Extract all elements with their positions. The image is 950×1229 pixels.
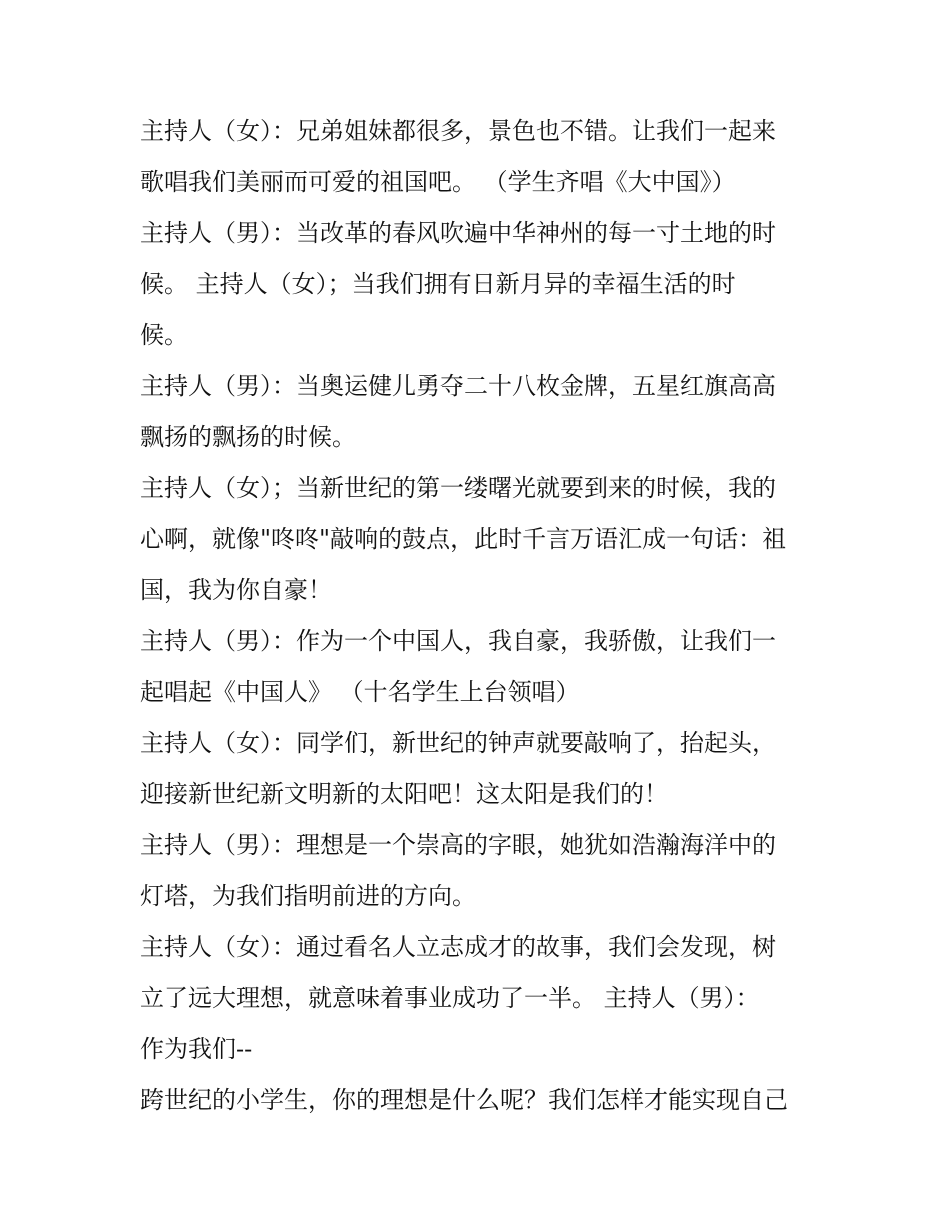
text-line: 迎接新世纪新文明新的太阳吧！这太阳是我们的！ bbox=[140, 780, 668, 808]
text-line: 主持人（女）：通过看名人立志成才的故事，我们会发现，树 bbox=[140, 933, 776, 961]
text-line: 主持人（男）：作为一个中国人，我自豪，我骄傲，让我们一 bbox=[140, 627, 776, 655]
text-line: 心啊，就像"咚咚"敲响的鼓点，此时千言万语汇成一句话：祖 bbox=[140, 525, 787, 553]
text-line: 主持人（男）：理想是一个崇高的字眼，她犹如浩瀚海洋中的 bbox=[140, 831, 776, 859]
text-line: 候。 bbox=[140, 321, 188, 349]
text-line: 主持人（女）：同学们，新世纪的钟声就要敲响了，抬起头， bbox=[140, 729, 776, 757]
text-line: 作为我们-- bbox=[140, 1035, 253, 1063]
document-body bbox=[140, 106, 820, 1126]
text-line: 主持人（男）：当改革的春风吹遍中华神州的每一寸土地的时 bbox=[140, 219, 776, 247]
text-line: 飘扬的飘扬的时候。 bbox=[140, 423, 356, 451]
text-line: 起唱起《中国人》 （十名学生上台领唱） bbox=[140, 678, 580, 706]
text-line: 候。 主持人（女）；当我们拥有日新月异的幸福生活的时 bbox=[140, 270, 736, 298]
text-line: 国，我为你自豪！ bbox=[140, 576, 332, 604]
text-line: 主持人（男）：当奥运健儿勇夺二十八枚金牌，五星红旗高高 bbox=[140, 372, 776, 400]
text-line: 歌唱我们美丽而可爱的祖国吧。 （学生齐唱《大中国》） bbox=[140, 168, 736, 196]
text-line: 主持人（女）；当新世纪的第一缕曙光就要到来的时候，我的 bbox=[140, 474, 776, 502]
text-line: 主持人（女）：兄弟姐妹都很多，景色也不错。让我们一起来 bbox=[140, 117, 776, 145]
text-line: 灯塔，为我们指明前进的方向。 bbox=[140, 882, 476, 910]
text-line: 跨世纪的小学生，你的理想是什么呢？我们怎样才能实现自己 bbox=[140, 1086, 788, 1114]
text-line: 立了远大理想，就意味着事业成功了一半。 主持人（男）： bbox=[140, 984, 760, 1012]
